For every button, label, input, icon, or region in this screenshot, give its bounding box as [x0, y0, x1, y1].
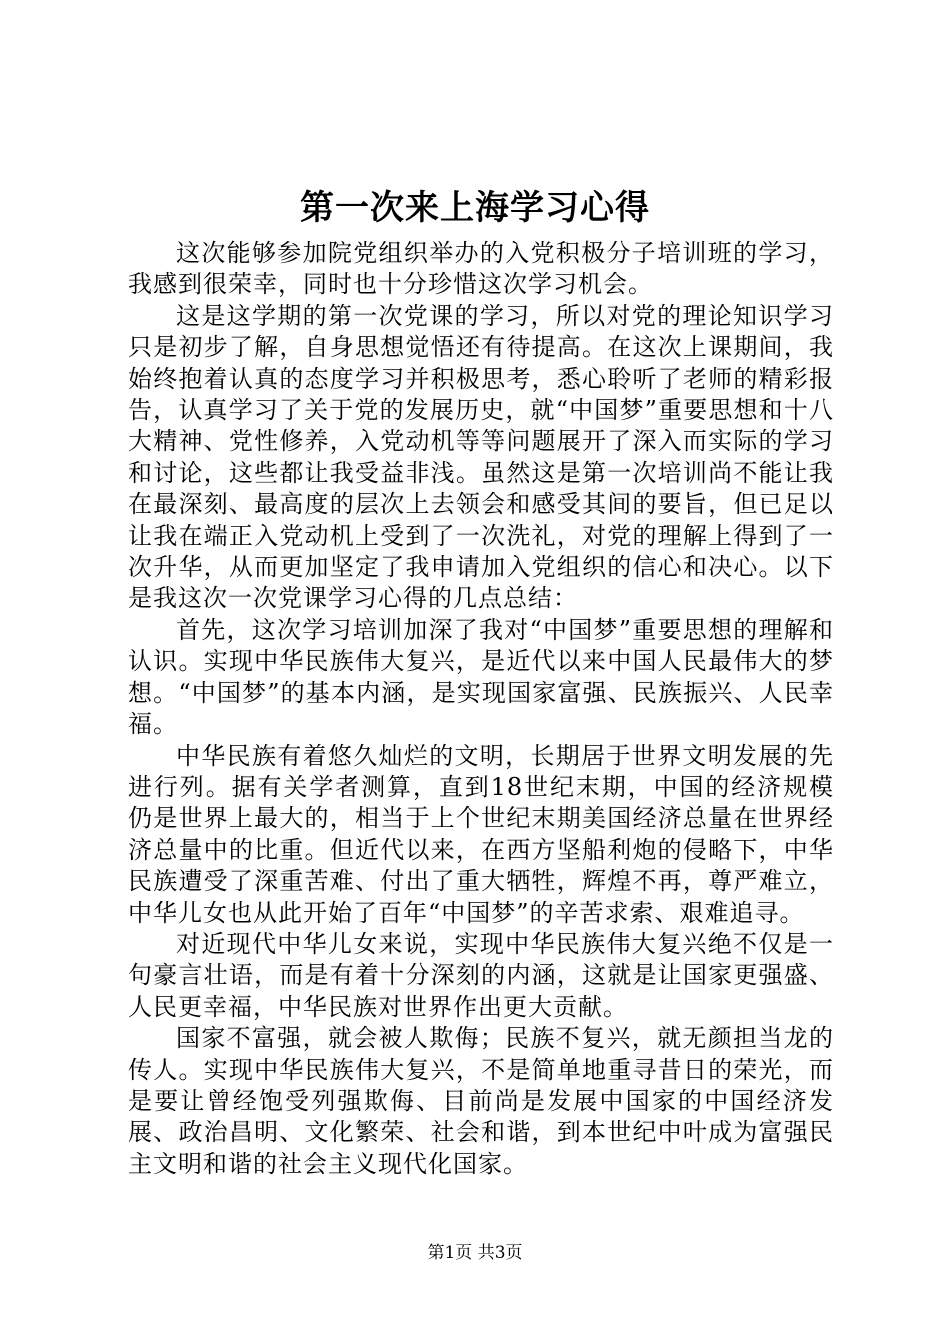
page-number-footer: 第1页 共3页 — [427, 1243, 523, 1263]
document-title: 第一次来上海学习心得 — [300, 188, 650, 228]
paragraph-4: 中华民族有着悠久灿烂的文明，长期居于世界文明发展的先进行列。据有关学者测算，直到18世纪末期，中国的经济规模仍是世界上最大的，相当于上个世纪末期美国经济总量在世界经济总量中的比重。但近代以来，在西方坚船利炮的侵略下，中华民族遭受了深重苦难、付出了重大牺牲，辉煌不再，尊严难立，中华儿女也从此开始了百年“中国梦”的辛苦求索、艰难追寻。 — [128, 741, 834, 927]
paragraph-2: 这是这学期的第一次党课的学习，所以对党的理论知识学习只是初步了解，自身思想觉悟还有待提高。在这次上课期间，我始终抱着认真的态度学习并积极思考，悉心聆听了老师的精彩报告，认真学习了关于党的发展历史，就“中国梦”重要思想和十八大精神、党性修养，入党动机等等问题展开了深入而实际的学习和讨论，这些都让我受益非浅。虽然这是第一次培训尚不能让我在最深刻、最高度的层次上去领会和感受其间的要旨，但已足以让我在端正入党动机上受到了一次洗礼，对党的理解上得到了一次升华，从而更加坚定了我申请加入党组织的信心和决心。以下是我这次一次党课学习心得的几点总结： — [128, 301, 834, 613]
paragraph-1: 这次能够参加院党组织举办的入党积极分子培训班的学习，我感到很荣幸，同时也十分珍惜这次学习机会。 — [128, 239, 834, 299]
document-body — [128, 238, 834, 1180]
paragraph-5: 对近现代中华儿女来说，实现中华民族伟大复兴绝不仅是一句豪言壮语，而是有着十分深刻的内涵，这就是让国家更强盛、人民更幸福，中华民族对世界作出更大贡献。 — [128, 929, 834, 1021]
paragraph-6: 国家不富强，就会被人欺侮；民族不复兴，就无颜担当龙的传人。实现中华民族伟大复兴，不是简单地重寻昔日的荣光，而是要让曾经饱受列强欺侮、目前尚是发展中国家的中国经济发展、政治昌明、文化繁荣、社会和谐，到本世纪中叶成为富强民主文明和谐的社会主义现代化国家。 — [128, 1024, 834, 1178]
paragraph-3: 首先，这次学习培训加深了我对“中国梦”重要思想的理解和认识。实现中华民族伟大复兴，是近代以来中国人民最伟大的梦想。“中国梦”的基本内涵，是实现国家富强、民族振兴、人民幸福。 — [128, 615, 834, 739]
